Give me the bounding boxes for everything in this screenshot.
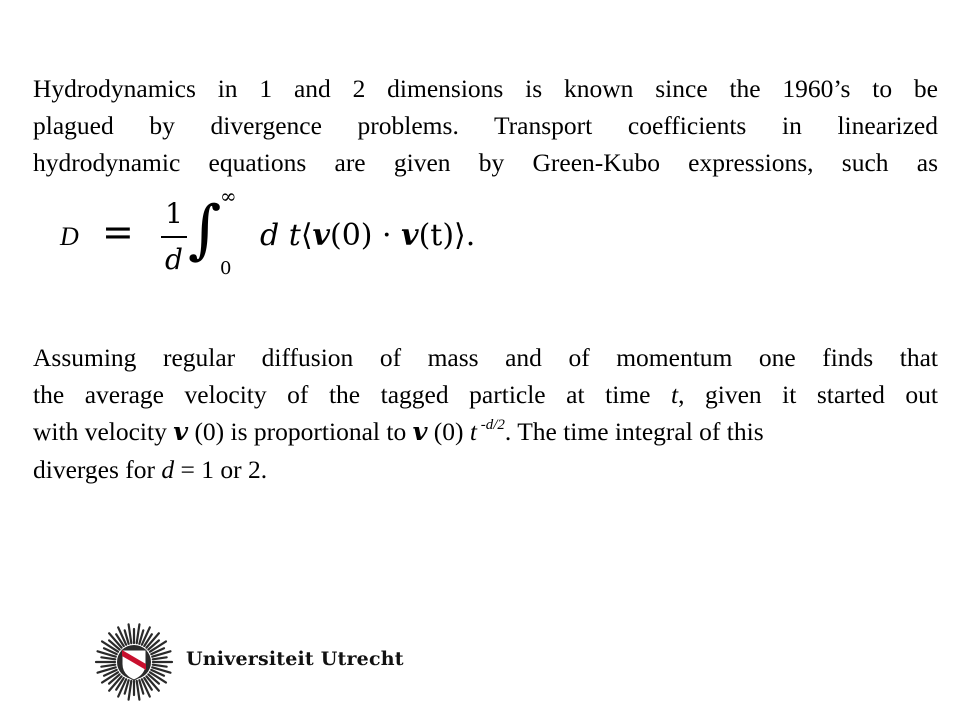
line3-text-d: . The time integral of this bbox=[504, 417, 764, 446]
seal-ray bbox=[153, 665, 167, 667]
formula-numerator: 1 bbox=[165, 197, 183, 230]
dot-operator: · bbox=[382, 218, 392, 253]
dimension-variable: d bbox=[161, 455, 175, 484]
time-variable: t bbox=[469, 417, 477, 446]
fraction-bar bbox=[161, 236, 187, 238]
integrand-t: t bbox=[288, 218, 301, 253]
integrand-d: d bbox=[260, 218, 280, 253]
formula-equals: = bbox=[102, 210, 134, 254]
intro-line-2: plagued by divergence problems. Transport coefficients in linearized bbox=[33, 111, 938, 140]
diffusion-line-2 bbox=[33, 376, 938, 413]
integral-sign: ∫ bbox=[188, 193, 222, 267]
diffusion-paragraph bbox=[33, 339, 938, 488]
formula-lhs: D bbox=[60, 222, 79, 251]
seal-ray bbox=[129, 681, 132, 700]
velocity-arg-2: (t) bbox=[418, 218, 455, 253]
intro-paragraph bbox=[33, 70, 938, 181]
diffusion-line-1: Assuming regular diffusion of mass and of momentum one finds that bbox=[33, 343, 938, 372]
line3-text-b: (0) is proportional to bbox=[188, 417, 413, 446]
green-kubo-formula bbox=[60, 184, 520, 288]
line3-text-c: (0) bbox=[427, 417, 470, 446]
velocity-symbol: v bbox=[412, 417, 428, 447]
seal-ray bbox=[101, 665, 115, 667]
velocity-symbol: v bbox=[173, 417, 189, 447]
seal-ray bbox=[137, 681, 140, 700]
line2-text-a: the average velocity of the tagged particle at time bbox=[33, 380, 671, 409]
velocity-arg-1: (0) bbox=[329, 218, 373, 253]
line2-text-b: , given it started out bbox=[678, 380, 938, 409]
seal-ray bbox=[101, 657, 115, 659]
seal-ray bbox=[153, 657, 167, 659]
university-seal-icon bbox=[94, 622, 174, 702]
formula-denominator: d bbox=[165, 243, 183, 276]
seal-ray bbox=[137, 624, 140, 643]
seal-ray bbox=[129, 624, 132, 643]
intro-line-3: hydrodynamic equations are given by Green-Kubo expressions, such as bbox=[33, 148, 938, 177]
line4-text-a: diverges for bbox=[33, 455, 162, 484]
time-variable: t bbox=[670, 380, 679, 409]
university-name: Universiteit Utrecht bbox=[186, 648, 404, 670]
diffusion-line-4 bbox=[33, 451, 938, 488]
velocity-symbol-1: v bbox=[312, 218, 330, 253]
line3-text-a: with velocity bbox=[33, 417, 174, 446]
intro-line-1: Hydrodynamics in 1 and 2 dimensions is known since the 1960’s to be bbox=[33, 74, 938, 103]
integral-lower-limit: 0 bbox=[220, 258, 232, 279]
close-angle: ⟩. bbox=[454, 218, 476, 253]
exponent: -d/2 bbox=[476, 417, 505, 433]
line4-text-b: = 1 or 2. bbox=[174, 455, 268, 484]
velocity-symbol-2: v bbox=[401, 218, 419, 253]
formula-integrand bbox=[260, 218, 475, 253]
diffusion-line-3 bbox=[33, 413, 938, 451]
formula-fraction bbox=[161, 196, 187, 278]
integral-upper-limit: ∞ bbox=[220, 184, 237, 208]
open-angle: ⟨ bbox=[300, 218, 313, 253]
